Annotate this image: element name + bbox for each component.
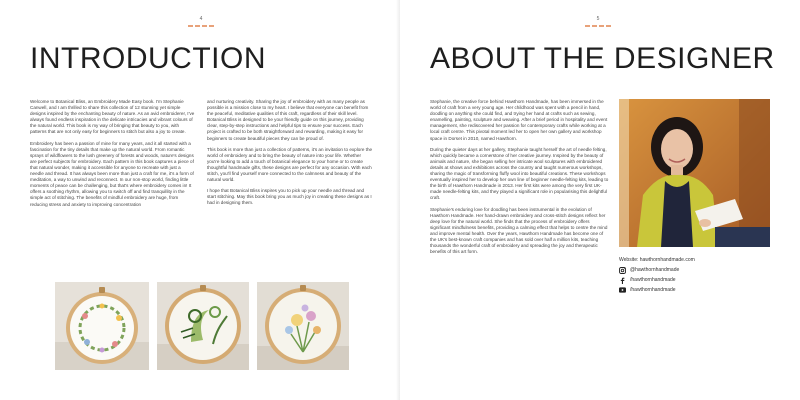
bio-paragraph: Stephanie, the creative force behind Hawthorn Handmade, has been immersed in the world of craft from a very young age. Her childhood was spent with a pencil in hand, doodling on anything she could find, and trying her hand at crafts such as sewing, enamelling, painting, sculpture and weaving. After a brief period in hospitality and event management, she rediscovered her passion for contemporary crafts while working at a local craft centre. This pivotal moment led her to open her own gallery and workshop space in Dorset in 2010, named Hawthorn. — [430, 99, 608, 141]
page-number-left: 4 — [181, 16, 221, 27]
page-title-about-designer: ABOUT THE DESIGNER — [430, 42, 775, 75]
page-number-ornament — [188, 25, 214, 27]
right-page — [400, 0, 800, 400]
hoop-photo-wreath — [55, 282, 149, 370]
bio-paragraph: During the quieter days at her gallery, Stephanie taught herself the art of needle felting, which quickly became a cornerstone of her creative journey. Inspired by the beauty of animals and nature, she began selling her intricate wool sculptures with embroidered details at shows and exhibitions across the country and taught numerous workshops, sharing the magic of transforming fluffy wool into beautiful creations. These workshops eventually inspired her to develop her own line of beginner needle-felting kits, leading to the birth of Hawthorn Handmade in 2013. Her first kits were among the very first UK-made needle-felting kits, and they played a significant role in popularising this delightful craft. — [430, 146, 609, 201]
intro-paragraph: and nurturing creativity. Sharing the joy of embroidery with as many people as possible is a mission close to my heart. I believe that everyone can benefit from the peaceful, meditative qualities of this craft, regardless of their skill level. Botanical Bliss is designed to be your friendly guide on this journey, providing clear, step-by-step instructions and helpful tips to ensure your success. Each project is crafted to be both straightforward and rewarding, making it easy for beginners to create beautiful pieces they can be proud of. — [207, 99, 369, 141]
designer-bio — [430, 99, 610, 260]
intro-paragraph: I hope that Botanical Bliss inspires you to pick up your needle and thread and start stitching. May this book bring you as much joy in creating these designs as I had in designing them. — [207, 188, 372, 206]
page-number-ornament — [585, 25, 611, 27]
intro-column-2 — [207, 99, 373, 212]
page-title-introduction: INTRODUCTION — [30, 42, 266, 75]
facebook-icon — [619, 277, 626, 284]
hoop-photo-fern — [157, 282, 249, 370]
intro-column-1 — [30, 99, 195, 213]
bio-paragraph: Stephanie's enduring love for doodling has been instrumental in the evolution of Hawthorn Handmade. Her hand-drawn embroidery and cross-stitch designs reflect her deep love for the natural world. She finds that the process of embroidery offers significant mindfulness benefits, providing a calming effect that helps to centre the mind and improve mental health. Over the years, Hawthorn Handmade has become one of the UK's best-known craft companies and has sold over half a million kits, teaching thousands the wonderful craft of embroidery and spreading the joy and therapeutic benefits of this art form. — [430, 206, 608, 255]
intro-paragraph: This book is more than just a collection of patterns, it's an invitation to explore the world of embroidery and to bring the beauty of nature into your life. Whether you're looking to add a touch of botanical elegance to your home or to create thoughtful handmade gifts, these designs are perfect for any occasion. With each stitch, you'll find yourself more connected to the calmness and beauty of the natural world. — [207, 146, 373, 183]
instagram-icon — [619, 267, 626, 274]
contact-block — [619, 255, 695, 295]
hoop-photo-bouquet — [257, 282, 349, 370]
youtube-link[interactable]: /hawthornhandmade — [619, 285, 695, 295]
intro-paragraph: Welcome to Botanical Bliss, an Embroidery Made Easy book. I'm Stephanie Canwell, and I am thrilled to share this collection of 12 stunning yet simple designs inspired by the enchanting beauty of nature. As an avid embroiderer, I've always found endless inspiration in the delicate intricacies and vibrant colours of the natural world. This book is my way of bringing that beauty to you, with patterns that are not only easy for beginners to stitch but also a joy to create. — [30, 99, 195, 135]
website-link[interactable]: Website: hawthornhandmade.com — [619, 257, 695, 263]
youtube-icon — [619, 287, 626, 294]
designer-portrait-photo — [619, 99, 770, 247]
intro-paragraph: Embroidery has been a passion of mine for many years, and it all started with a fascination for the tiny details that make up the natural world. From romantic sprays of wildflowers to the lush greenery of forests and woods, nature's designs are perfect subjects for embroidery. Each pattern in this book captures a piece of that natural wonder, making it accessible for anyone to recreate with just a needle and thread. It has always been more than just a craft for me, it's a form of meditation, a way to unwind and reconnect. In our non-stop world, finding little moments of peace can be challenging, but that's where embroidery comes in! It offers a soothing rhythm, allowing you to switch off and find tranquillity in the simple act of stitching. The benefits of mindful embroidery are huge, from reducing stress and anxiety to improving concentration — [30, 140, 194, 207]
instagram-link[interactable]: @hawthornhandmade — [619, 265, 695, 275]
page-number-right: 5 — [578, 16, 618, 27]
facebook-link[interactable]: /hawthornhandmade — [619, 275, 695, 285]
